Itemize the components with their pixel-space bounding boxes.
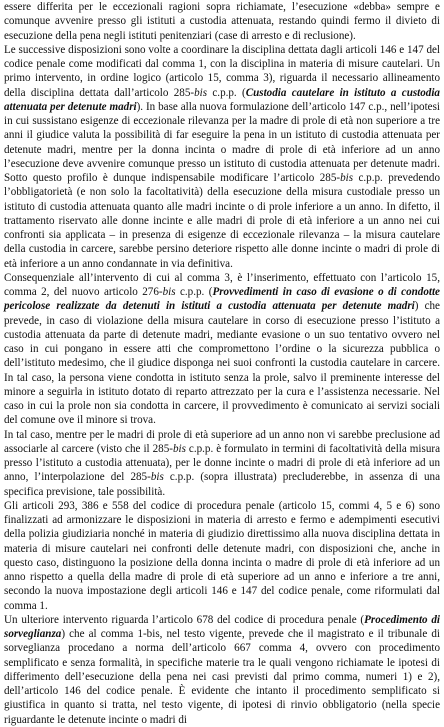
italic-text: bis [150, 471, 164, 484]
italic-text: bis [194, 86, 208, 99]
body-text: ) che al comma 1-bis, nel testo vigente, prevede che il magistrato e il tribunale di sorveglianza procedano a norma dell’articolo 667 comma 4, ovvero con procedimento semplificato e senza formalità, in specifiche materie tra le quali vengono richiamate le ipotesi di differimento dell’esecuzione della pena nei casi previsti dal primo comma, numeri 1) e 2), dell’articolo 146 del codice penale. È evidente che intanto il procedimento semplificato si giustifica in quanto si tratta, nel testo vigente, di ipotesi di rinvio obbligatorio (nella specie riguardante le detenute incinte o madri di [4, 628, 440, 726]
italic-text: bis [340, 172, 354, 184]
paragraph [4, 428, 440, 499]
body-text: Consequenziale all’intervento di cui al comma 3, è l’inserimento, effettuato con l’articolo 15, comma 2, del nuovo articolo 276- [4, 271, 440, 298]
italic-text: bis [162, 286, 176, 298]
body-text: In tal caso, mentre per le madri di prole di età superiore ad un anno non vi sarebbe preclusione ad associarle al carcere (visto che il 285- [4, 428, 440, 455]
paragraph [4, 0, 440, 43]
paragraph [4, 43, 440, 271]
body-text: c.p.p. ( [207, 86, 246, 99]
body-text: Gli articoli 293, 386 e 558 del codice di procedura penale (articolo 15, commi 4, 5 e 6) sono finalizzati ad armonizzare le disposizioni in materia di arresto e fermo e adempimenti esecutivi della polizia giudiziaria nonché in materia di giudizio direttissimo alla nuova disciplina dettata in materia di misure cautelari nei confronti delle detenute madri, con disposizioni che, anche in questo caso, distinguono la posizione della donna incinta o madre di prole di età inferiore ad un anno rispetto a quella della madre di prole di età superiore ad un anno e inferiore a tre anni, secondo la nuova impostazione degli articoli 146 e 147 del codice penale, come riformulati dal comma 1. [4, 499, 440, 612]
body-text: c.p.p. prevedendo l’obbligatorietà (e non solo la facoltatività) della esecuzione della misura custodiale presso un istituto di custodia attenuata quanto alle madri incinte o di prole inferiore a un anno. In difetto, il trattamento riservato alle donne incinte e alle madri di prole di età inferiore a un anno nei cui confronti sia applicata – in presenza di esigenze di eccezionale rilevanza – la misura cautelare della custodia in carcere, sarebbe persino deteriore rispetto alle donne incinte o madri di prole di età inferiore a un anno condannate in via definitiva. [4, 172, 440, 270]
paragraph [4, 271, 440, 428]
body-text: c.p.p. è formulato in termini di facoltatività della misura presso l’istituto a custodia attenuata), per le donne incinte o madri di prole di età inferiore ad un anno, l’interpolazione del 285- [4, 442, 440, 484]
italic-text: bis [172, 442, 186, 455]
body-text: essere differita per le eccezionali ragioni sopra richiamate, l’esecuzione «debba» sempre e comunque avvenire presso gli istituti a custodia attenuata, restando quindi fermo il divieto di esecuzione della pena negli istituti penitenziari (case di arresto e di reclusione). [4, 1, 440, 42]
body-text: c.p.p. (sopra illustrata) precluderebbe, in assenza di una specifica previsione, tale possibilità. [4, 471, 441, 498]
emphasized-title: Provvedimenti in caso di evasione o di condotte pericolose realizzate da detenuti in istituti a custodia attenuata per detenute madri [4, 286, 440, 313]
body-text: c.p.p. ( [175, 286, 213, 298]
emphasized-title: Custodia cautelare in istituto a custodia attenuata per detenute madri [4, 86, 440, 113]
paragraph [4, 499, 440, 613]
body-text: ). In base alla nuova formulazione dell’articolo 147 c.p., nell’ipotesi in cui sussistano esigenze di eccezionale rilevanza per la madre di prole di età non superiore a tre anni il giudice valuta la possibilità di far eseguire la pena in un istituto di custodia attenuata per detenute madri, mentre per la donna incinta o madre di prole di età inferiore ad un anno l’esecuzione deve avvenire comunque presso un istituto di custodia attenuata per detenute madri. Sotto questo profilo è dunque indispensabile modificare l’articolo 285- [4, 100, 440, 184]
body-text: Le successive disposizioni sono volte a coordinare la disciplina dettata dagli articoli 146 e 147 del codice penale come modificati dal comma 1, con la disciplina in materia di misure cautelari. Un primo intervento, in ordine logico (articolo 15, comma 3), riguarda il necessario allineamento della disciplina dettata dall’articolo 285- [4, 43, 440, 99]
body-text: ) che prevede, in caso di violazione della misura cautelare in corso di esecuzione presso l’istituto a custodia attenuata da parte di detenute madri, mediante evasione o un suo tentativo ovvero nel caso in cui pongano in essere atti che compromettono l’ordine o la sicurezza pubblica o dell’istituto medesimo, che il giudice disponga nei suoi confronti la custodia cautelare in carcere. In tal caso, la persona viene condotta in istituto senza la prole, salvo il preminente interesse del minore a seguirla in istituto dotato di reparto attrezzato per la cura e l’assistenza necessarie. Nel caso in cui la prole non sia condotta in carcere, il provvedimento è comunicato ai servizi sociali del comune ove il minore si trova. [4, 300, 440, 427]
body-text: Un ulteriore intervento riguarda l’articolo 678 del codice di procedura penale ( [4, 613, 365, 626]
emphasized-title: Procedimento di sorveglianza [4, 613, 441, 640]
paragraph [4, 613, 440, 727]
